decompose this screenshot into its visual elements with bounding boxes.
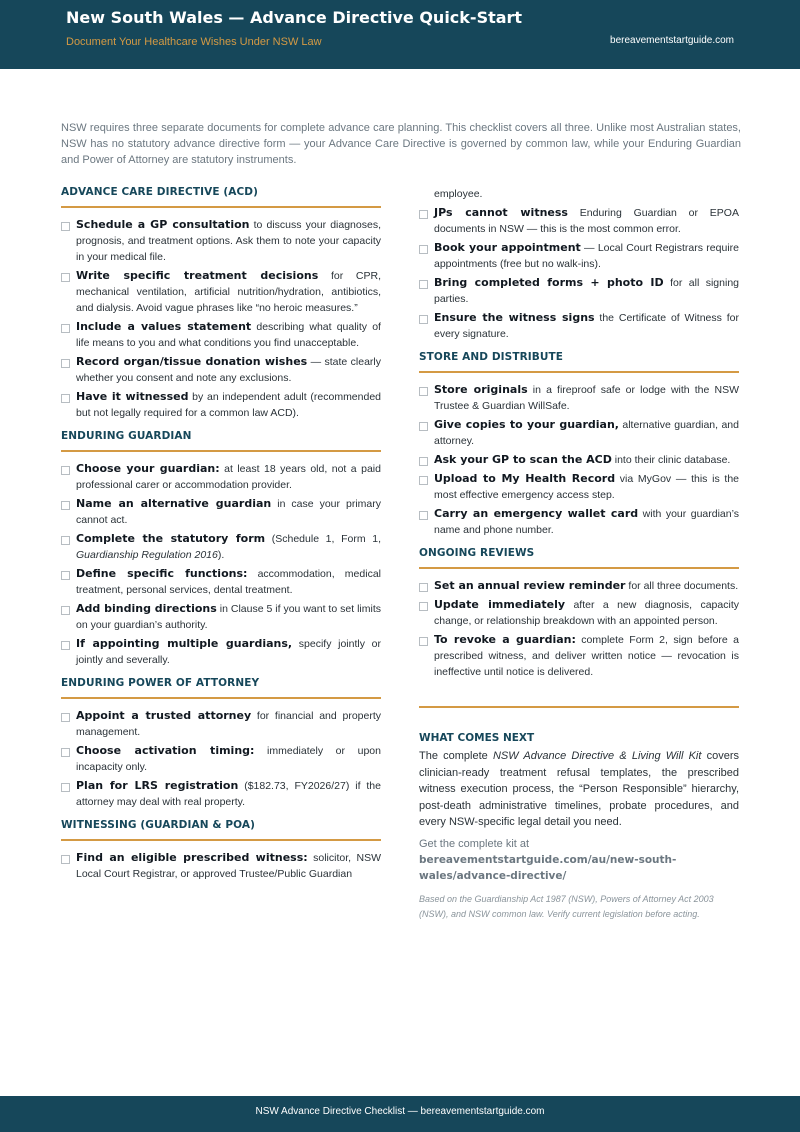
- section-witnessing: [61, 819, 381, 882]
- checklist-item: [419, 471, 739, 503]
- checkbox[interactable]: [419, 602, 428, 611]
- checkbox[interactable]: [61, 606, 70, 615]
- item-lead: Store originals: [434, 383, 528, 396]
- item-lead: Upload to My Health Record: [434, 472, 616, 485]
- left-column: [61, 186, 381, 891]
- checklist-item: [419, 578, 739, 594]
- page-header: [0, 0, 800, 69]
- item-text: — Local Court Registrars require appointments (free but no walk-ins).: [434, 242, 739, 270]
- checklist: [419, 205, 739, 342]
- next-body: [419, 748, 739, 831]
- item-lead: Write specific treatment decisions: [76, 269, 319, 282]
- checklist: [419, 578, 739, 680]
- item-text: alternative guardian, and attorney.: [434, 419, 739, 447]
- checkbox[interactable]: [419, 387, 428, 396]
- item-text: immediately or upon incapacity only.: [76, 745, 381, 773]
- checklist-item: [61, 636, 381, 668]
- item-text: for CPR, mechanical ventilation, artificial nutrition/hydration, antibiotics, and dialysis. Avoid vague phrases like “no heroic measures.”: [76, 270, 381, 314]
- section-heading: ADVANCE CARE DIRECTIVE (ACD): [61, 186, 381, 208]
- item-lead: Update immediately: [434, 598, 566, 611]
- checkbox[interactable]: [419, 583, 428, 592]
- item-text: ).: [217, 549, 225, 561]
- item-text: in Clause 5 if you want to set limits on your guardian’s authority.: [76, 603, 381, 631]
- checklist-item: [419, 632, 739, 680]
- item-text: Enduring Guardian or EPOA documents in NSW — this is the most common error.: [434, 207, 739, 235]
- checklist-item: [61, 268, 381, 316]
- checkbox[interactable]: [61, 855, 70, 864]
- checklist-item: [61, 778, 381, 810]
- checklist-item: [419, 310, 739, 342]
- checklist-item: [61, 531, 381, 563]
- item-text: in case your primary cannot act.: [76, 498, 381, 526]
- item-text: with your guardian’s name and phone number.: [434, 508, 739, 536]
- item-lead: Record organ/tissue donation wishes: [76, 355, 308, 368]
- checkbox[interactable]: [419, 245, 428, 254]
- item-text: solicitor, NSW Local Court Registrar, or approved Trustee/Public Guardian: [76, 852, 381, 880]
- item-lead: Include a values statement: [76, 320, 252, 333]
- next-heading: WHAT COMES NEXT: [419, 732, 535, 744]
- legal-footnote: Based on the Guardianship Act 1987 (NSW), Powers of Attorney Act 2003 (NSW), and NSW common law. Verify current legislation before acting.: [419, 893, 714, 919]
- page-subtitle: Document Your Healthcare Wishes Under NSW Law: [66, 36, 322, 48]
- item-lead: Add binding directions: [76, 602, 217, 615]
- section-ongoing-reviews: [419, 547, 739, 680]
- item-text: describing what quality of life means to you and what conditions you find unacceptable.: [76, 321, 381, 349]
- checkbox[interactable]: [419, 511, 428, 520]
- continued-text: employee.: [434, 188, 483, 200]
- checklist-item: [61, 708, 381, 740]
- item-lead: Schedule a GP consultation: [76, 218, 250, 231]
- item-lead: Appoint a trusted attorney: [76, 709, 252, 722]
- item-text: for financial and property management.: [76, 710, 381, 738]
- checklist-item: [419, 597, 739, 629]
- section-acd: [61, 186, 381, 421]
- checklist: [419, 382, 739, 538]
- checkbox[interactable]: [61, 466, 70, 475]
- checklist-item: [61, 217, 381, 265]
- checklist: [61, 217, 381, 421]
- checklist-item: [419, 205, 739, 237]
- checklist: [61, 708, 381, 810]
- section-heading: STORE AND DISTRIBUTE: [419, 351, 739, 373]
- item-lead: Choose activation timing:: [76, 744, 255, 757]
- intro-paragraph: NSW requires three separate documents for complete advance care planning. This checklist covers all three. Unlike most Australian states, NSW has no statutory advance directive form — your Advance Care Directive is governed by common law, while your Enduring Guardian and Power of Attorney are statutory instruments.: [61, 122, 741, 166]
- checklist-item: [419, 382, 739, 414]
- item-text: in a fireproof safe or lodge with the NSW Trustee & Guardian WillSafe.: [434, 384, 739, 412]
- item-text: for all three documents.: [625, 580, 739, 592]
- item-text: — state clearly whether you consent and note any exclusions.: [76, 356, 381, 384]
- section-witnessing-continued: [419, 186, 739, 342]
- section-enduring-poa: [61, 677, 381, 810]
- checklist-item: [61, 461, 381, 493]
- item-text: ($182.73, FY2026/27) if the attorney may deal with real property.: [76, 780, 381, 808]
- checkbox[interactable]: [61, 394, 70, 403]
- item-lead: Name an alternative guardian: [76, 497, 272, 510]
- checkbox[interactable]: [419, 210, 428, 219]
- item-text: by an independent adult (recommended but not legally required for a common law ACD).: [76, 391, 382, 419]
- header-site-link[interactable]: bereavementstartguide.com: [610, 35, 734, 46]
- item-lead: Book your appointment: [434, 241, 581, 254]
- what-comes-next: [419, 732, 739, 922]
- item-lead: Give copies to your guardian,: [434, 418, 619, 431]
- item-text: after a new diagnosis, capacity change, or relationship breakdown with an appointed person.: [434, 599, 739, 627]
- item-text: at least 18 years old, not a paid professional carer or accommodation provider.: [76, 463, 381, 491]
- kit-label: Get the complete kit at: [419, 837, 530, 850]
- checklist-item: [419, 452, 739, 468]
- checklist-item: [61, 496, 381, 528]
- checkbox[interactable]: [419, 315, 428, 324]
- checklist-item: [419, 275, 739, 307]
- checklist-item: [419, 240, 739, 272]
- section-divider: [419, 706, 739, 708]
- item-lead: Choose your guardian:: [76, 462, 220, 475]
- section-heading: ENDURING POWER OF ATTORNEY: [61, 677, 381, 699]
- next-body-text: The complete: [419, 750, 493, 762]
- item-lead: Ask your GP to scan the ACD: [434, 453, 612, 466]
- item-lead: To revoke a guardian:: [434, 633, 576, 646]
- section-heading: ENDURING GUARDIAN: [61, 430, 381, 452]
- checklist-item: [61, 389, 381, 421]
- footer-text: NSW Advance Directive Checklist — bereavementstartguide.com: [255, 1106, 545, 1117]
- item-lead: Bring completed forms + photo ID: [434, 276, 664, 289]
- section-heading: ONGOING REVIEWS: [419, 547, 739, 569]
- item-lead: Complete the statutory form: [76, 532, 266, 545]
- checkbox[interactable]: [61, 713, 70, 722]
- item-text: complete Form 2, sign before a prescribed witness, and deliver written notice — revocation is ineffective until notice is delivered.: [434, 634, 739, 678]
- right-column: [419, 186, 739, 922]
- checklist-item: [61, 566, 381, 598]
- item-text: to discuss your diagnoses, prognosis, and treatment options. Ask them to note your capacity in your medical file.: [76, 219, 381, 263]
- checklist-item: [61, 354, 381, 386]
- checkbox[interactable]: [419, 422, 428, 431]
- section-heading: WITNESSING (GUARDIAN & POA): [61, 819, 381, 841]
- checklist-item: [61, 601, 381, 633]
- page-title: New South Wales — Advance Directive Quick-Start: [66, 8, 523, 27]
- checklist-item: [61, 743, 381, 775]
- next-body-text: covers clinician-ready treatment refusal templates, the prescribed witness execution process, the “Person Responsible” hierarchy, post-death administrative timelines, probate procedures, and every NSW-specific legal detail you need.: [419, 750, 739, 828]
- item-text: specify jointly or jointly and severally.: [76, 638, 381, 666]
- item-text: (Schedule 1, Form 1,: [265, 533, 381, 545]
- item-lead: Set an annual review reminder: [434, 579, 626, 592]
- checkbox[interactable]: [61, 641, 70, 650]
- checkbox[interactable]: [61, 748, 70, 757]
- checkbox[interactable]: [419, 476, 428, 485]
- item-text: the Certificate of Witness for every signature.: [434, 312, 739, 340]
- checkbox[interactable]: [61, 324, 70, 333]
- checklist-item: [419, 417, 739, 449]
- checklist-item: [419, 506, 739, 538]
- checklist-item: [61, 319, 381, 351]
- kit-link[interactable]: bereavementstartguide.com/au/new-south-wales/advance-directive/: [419, 853, 677, 882]
- section-enduring-guardian: [61, 430, 381, 668]
- item-text: for all signing parties.: [434, 277, 739, 305]
- checkbox[interactable]: [61, 571, 70, 580]
- checkbox[interactable]: [61, 222, 70, 231]
- item-lead: Find an eligible prescribed witness:: [76, 851, 308, 864]
- item-text: into their clinic database.: [611, 454, 731, 466]
- checkbox[interactable]: [61, 273, 70, 282]
- checklist: [61, 461, 381, 668]
- item-lead: Define specific functions:: [76, 567, 248, 580]
- item-lead: Have it witnessed: [76, 390, 189, 403]
- page-footer: [0, 1096, 800, 1132]
- checkbox[interactable]: [61, 536, 70, 545]
- item-lead: If appointing multiple guardians,: [76, 637, 293, 650]
- item-lead: Plan for LRS registration: [76, 779, 239, 792]
- item-text: accommodation, medical treatment, personal services, dental treatment.: [76, 568, 381, 596]
- checkbox[interactable]: [419, 457, 428, 466]
- checkbox[interactable]: [61, 359, 70, 368]
- checkbox[interactable]: [419, 280, 428, 289]
- checkbox[interactable]: [419, 637, 428, 646]
- checklist: [61, 850, 381, 882]
- item-text: via MyGov — this is the most effective emergency access step.: [434, 473, 740, 501]
- item-lead: Carry an emergency wallet card: [434, 507, 639, 520]
- item-lead: Ensure the witness signs: [434, 311, 595, 324]
- checklist-item: [61, 850, 381, 882]
- checkbox[interactable]: [61, 783, 70, 792]
- section-store-distribute: [419, 351, 739, 538]
- checkbox[interactable]: [61, 501, 70, 510]
- kit-title: NSW Advance Directive & Living Will Kit: [492, 750, 702, 762]
- item-citation: Guardianship Regulation 2016: [76, 549, 218, 561]
- item-lead: JPs cannot witness: [434, 206, 568, 219]
